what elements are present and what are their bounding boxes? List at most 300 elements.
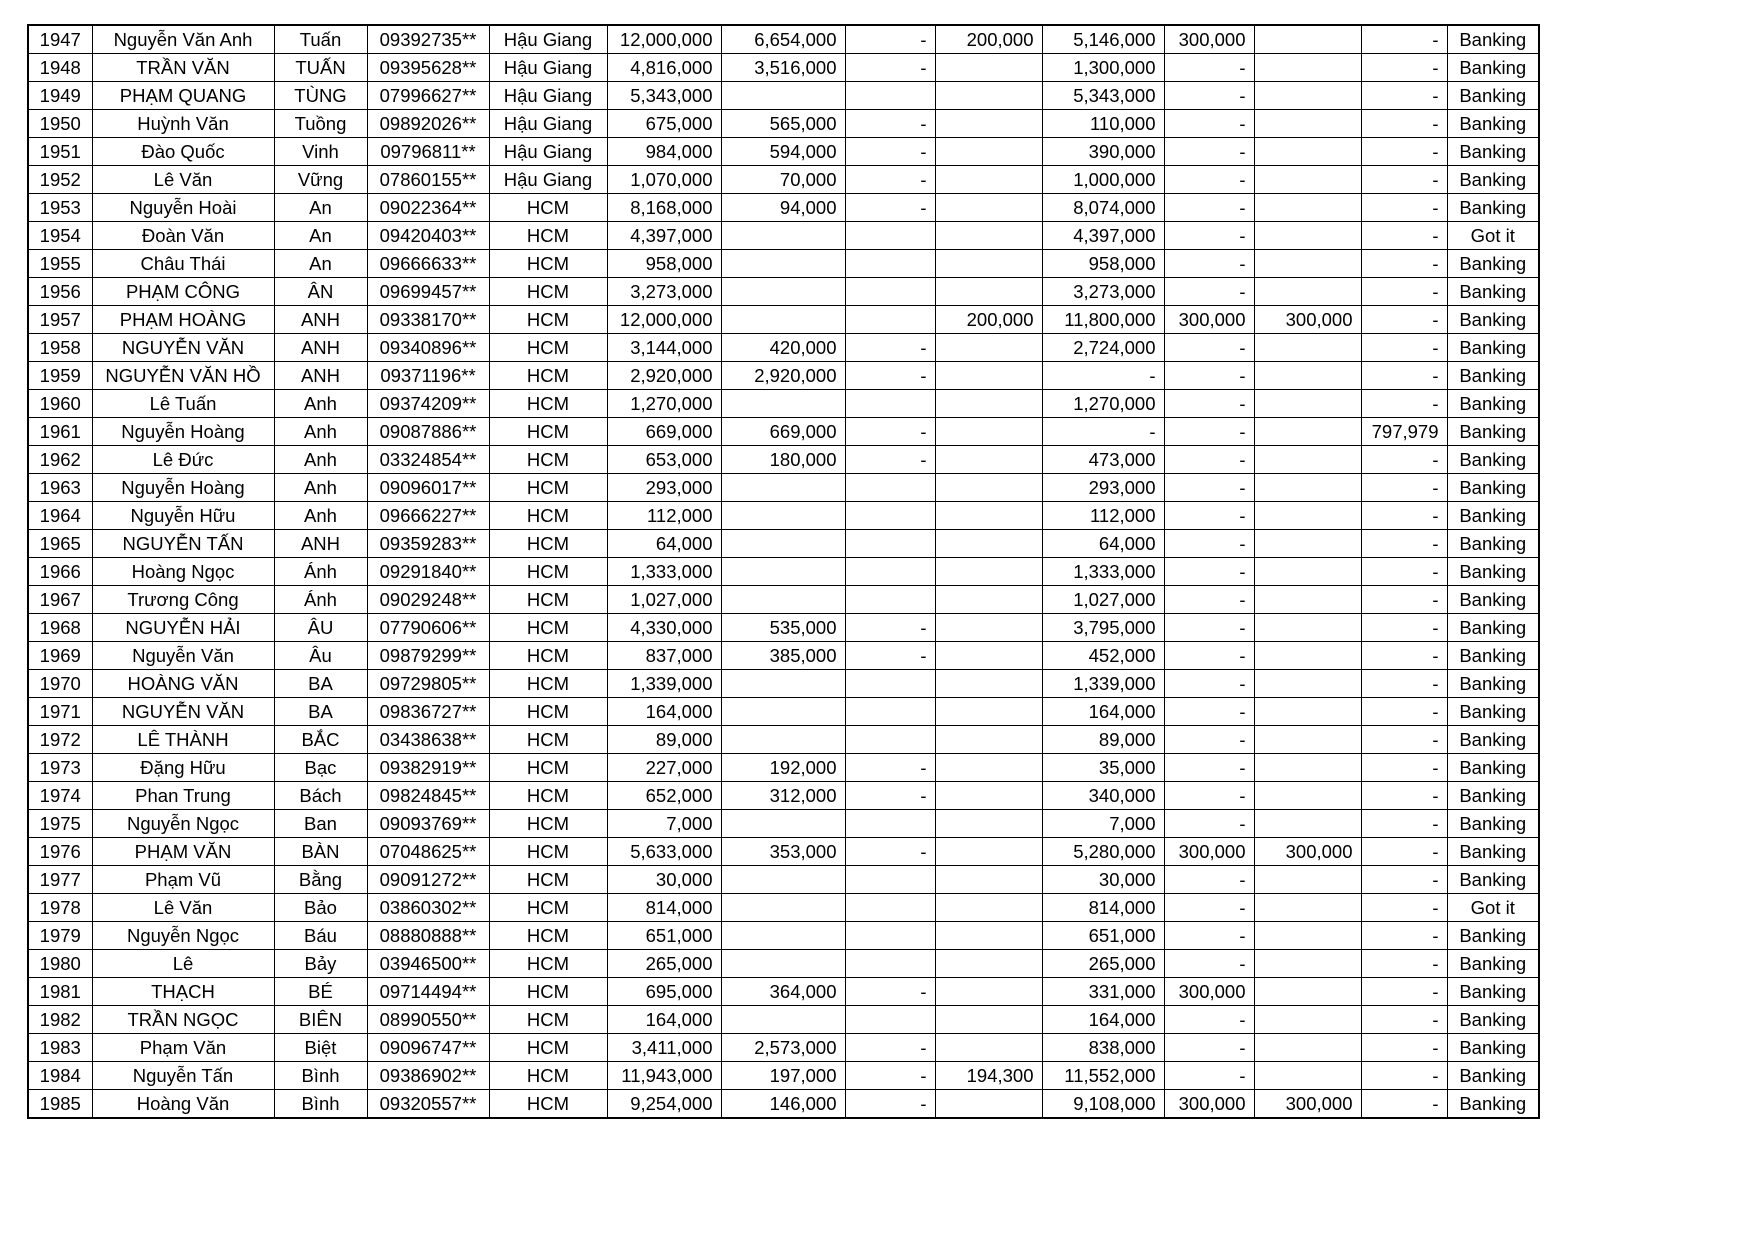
second-bonus-cell (1254, 446, 1361, 474)
given-name-cell: Bằng (274, 866, 367, 894)
bonus-cell: 300,000 (1164, 838, 1254, 866)
extra-amount-cell: - (1361, 726, 1447, 754)
row-number: 1972 (28, 726, 92, 754)
remaining-amount-cell: 452,000 (1042, 642, 1164, 670)
province-cell: HCM (489, 810, 607, 838)
total-amount-cell: 7,000 (607, 810, 721, 838)
extra-amount-cell: - (1361, 1090, 1447, 1119)
total-amount-cell: 89,000 (607, 726, 721, 754)
payment-method-cell: Banking (1447, 1034, 1539, 1062)
deduction-cell (845, 894, 935, 922)
paid-amount-cell: 2,920,000 (721, 362, 845, 390)
bonus-cell: - (1164, 950, 1254, 978)
remaining-amount-cell: 30,000 (1042, 866, 1164, 894)
surname-cell: NGUYỄN VĂN (92, 334, 274, 362)
given-name-cell: Bách (274, 782, 367, 810)
surname-cell: TRẦN VĂN (92, 54, 274, 82)
payment-method-cell: Banking (1447, 1062, 1539, 1090)
paid-amount-cell (721, 278, 845, 306)
province-cell: HCM (489, 1006, 607, 1034)
second-bonus-cell (1254, 642, 1361, 670)
province-cell: HCM (489, 698, 607, 726)
row-number: 1955 (28, 250, 92, 278)
fee-cell (935, 110, 1042, 138)
given-name-cell: ANH (274, 362, 367, 390)
row-number: 1968 (28, 614, 92, 642)
deduction-cell (845, 502, 935, 530)
surname-cell: Nguyễn Ngọc (92, 922, 274, 950)
row-number: 1949 (28, 82, 92, 110)
payment-method-cell: Banking (1447, 362, 1539, 390)
surname-cell: THẠCH (92, 978, 274, 1006)
remaining-amount-cell: 35,000 (1042, 754, 1164, 782)
extra-amount-cell: - (1361, 25, 1447, 54)
row-number: 1952 (28, 166, 92, 194)
total-amount-cell: 695,000 (607, 978, 721, 1006)
given-name-cell: ANH (274, 334, 367, 362)
table-row (28, 166, 1539, 194)
row-number: 1964 (28, 502, 92, 530)
paid-amount-cell (721, 530, 845, 558)
surname-cell: Nguyễn Tấn (92, 1062, 274, 1090)
bonus-cell: - (1164, 1006, 1254, 1034)
total-amount-cell: 814,000 (607, 894, 721, 922)
paid-amount-cell (721, 306, 845, 334)
fee-cell (935, 530, 1042, 558)
extra-amount-cell: 797,979 (1361, 418, 1447, 446)
row-number: 1953 (28, 194, 92, 222)
extra-amount-cell: - (1361, 222, 1447, 250)
deduction-cell (845, 530, 935, 558)
payment-method-cell: Banking (1447, 838, 1539, 866)
province-cell: HCM (489, 418, 607, 446)
bonus-cell: - (1164, 726, 1254, 754)
second-bonus-cell (1254, 334, 1361, 362)
second-bonus-cell (1254, 390, 1361, 418)
given-name-cell: Vinh (274, 138, 367, 166)
paid-amount-cell: 535,000 (721, 614, 845, 642)
fee-cell (935, 810, 1042, 838)
payment-method-cell: Banking (1447, 586, 1539, 614)
total-amount-cell: 1,027,000 (607, 586, 721, 614)
table-row (28, 25, 1539, 54)
table-row (28, 306, 1539, 334)
deduction-cell (845, 810, 935, 838)
bonus-cell: 300,000 (1164, 306, 1254, 334)
phone-cell: 09386902** (367, 1062, 489, 1090)
fee-cell (935, 362, 1042, 390)
second-bonus-cell (1254, 1062, 1361, 1090)
remaining-amount-cell: 4,397,000 (1042, 222, 1164, 250)
fee-cell (935, 866, 1042, 894)
second-bonus-cell (1254, 278, 1361, 306)
paid-amount-cell (721, 950, 845, 978)
surname-cell: Huỳnh Văn (92, 110, 274, 138)
given-name-cell: Anh (274, 418, 367, 446)
payment-method-cell: Banking (1447, 474, 1539, 502)
province-cell: HCM (489, 866, 607, 894)
extra-amount-cell: - (1361, 166, 1447, 194)
surname-cell: Nguyễn Văn (92, 642, 274, 670)
remaining-amount-cell: 340,000 (1042, 782, 1164, 810)
extra-amount-cell: - (1361, 54, 1447, 82)
deduction-cell (845, 250, 935, 278)
deduction-cell: - (845, 194, 935, 222)
payment-method-cell: Banking (1447, 110, 1539, 138)
province-cell: HCM (489, 334, 607, 362)
table-row (28, 866, 1539, 894)
province-cell: HCM (489, 194, 607, 222)
paid-amount-cell: 94,000 (721, 194, 845, 222)
total-amount-cell: 958,000 (607, 250, 721, 278)
deduction-cell: - (845, 1034, 935, 1062)
given-name-cell: BẮC (274, 726, 367, 754)
total-amount-cell: 653,000 (607, 446, 721, 474)
phone-cell: 07790606** (367, 614, 489, 642)
total-amount-cell: 1,333,000 (607, 558, 721, 586)
surname-cell: Lê Đức (92, 446, 274, 474)
phone-cell: 07048625** (367, 838, 489, 866)
bonus-cell: - (1164, 754, 1254, 782)
row-number: 1960 (28, 390, 92, 418)
paid-amount-cell: 197,000 (721, 1062, 845, 1090)
fee-cell (935, 1006, 1042, 1034)
phone-cell: 08880888** (367, 922, 489, 950)
fee-cell (935, 894, 1042, 922)
given-name-cell: ANH (274, 306, 367, 334)
given-name-cell: ÂU (274, 614, 367, 642)
province-cell: HCM (489, 278, 607, 306)
fee-cell (935, 222, 1042, 250)
second-bonus-cell (1254, 698, 1361, 726)
surname-cell: Đoàn Văn (92, 222, 274, 250)
total-amount-cell: 9,254,000 (607, 1090, 721, 1119)
table-row (28, 250, 1539, 278)
table-row (28, 54, 1539, 82)
given-name-cell: BA (274, 670, 367, 698)
deduction-cell: - (845, 138, 935, 166)
table-row (28, 754, 1539, 782)
fee-cell (935, 194, 1042, 222)
deduction-cell (845, 866, 935, 894)
deduction-cell (845, 306, 935, 334)
total-amount-cell: 227,000 (607, 754, 721, 782)
extra-amount-cell: - (1361, 670, 1447, 698)
table-row (28, 194, 1539, 222)
paid-amount-cell: 385,000 (721, 642, 845, 670)
table-row (28, 446, 1539, 474)
second-bonus-cell (1254, 418, 1361, 446)
phone-cell: 03438638** (367, 726, 489, 754)
row-number: 1971 (28, 698, 92, 726)
row-number: 1958 (28, 334, 92, 362)
province-cell: HCM (489, 642, 607, 670)
surname-cell: Đặng Hữu (92, 754, 274, 782)
province-cell: HCM (489, 614, 607, 642)
remaining-amount-cell: 7,000 (1042, 810, 1164, 838)
payment-method-cell: Banking (1447, 1090, 1539, 1119)
total-amount-cell: 1,270,000 (607, 390, 721, 418)
deduction-cell: - (845, 110, 935, 138)
bonus-cell: - (1164, 362, 1254, 390)
paid-amount-cell (721, 250, 845, 278)
fee-cell (935, 558, 1042, 586)
paid-amount-cell: 6,654,000 (721, 25, 845, 54)
deduction-cell: - (845, 838, 935, 866)
remaining-amount-cell: 1,339,000 (1042, 670, 1164, 698)
surname-cell: Nguyễn Hoài (92, 194, 274, 222)
deduction-cell: - (845, 614, 935, 642)
surname-cell: Hoàng Ngọc (92, 558, 274, 586)
paid-amount-cell (721, 1006, 845, 1034)
bonus-cell: - (1164, 614, 1254, 642)
deduction-cell: - (845, 1090, 935, 1119)
province-cell: HCM (489, 250, 607, 278)
surname-cell: PHẠM HOÀNG (92, 306, 274, 334)
row-number: 1967 (28, 586, 92, 614)
deduction-cell: - (845, 978, 935, 1006)
table-row (28, 978, 1539, 1006)
table-row (28, 782, 1539, 810)
bonus-cell: - (1164, 166, 1254, 194)
province-cell: Hậu Giang (489, 138, 607, 166)
extra-amount-cell: - (1361, 306, 1447, 334)
remaining-amount-cell: 8,074,000 (1042, 194, 1164, 222)
row-number: 1985 (28, 1090, 92, 1119)
surname-cell: NGUYỄN VĂN HỒ (92, 362, 274, 390)
table-row (28, 390, 1539, 418)
extra-amount-cell: - (1361, 334, 1447, 362)
paid-amount-cell (721, 726, 845, 754)
remaining-amount-cell: 164,000 (1042, 1006, 1164, 1034)
payment-method-cell: Banking (1447, 390, 1539, 418)
total-amount-cell: 984,000 (607, 138, 721, 166)
extra-amount-cell: - (1361, 446, 1447, 474)
fee-cell (935, 754, 1042, 782)
province-cell: HCM (489, 1062, 607, 1090)
deduction-cell (845, 1006, 935, 1034)
total-amount-cell: 12,000,000 (607, 306, 721, 334)
remaining-amount-cell: 838,000 (1042, 1034, 1164, 1062)
given-name-cell: BA (274, 698, 367, 726)
phone-cell: 09879299** (367, 642, 489, 670)
payment-method-cell: Got it (1447, 222, 1539, 250)
extra-amount-cell: - (1361, 810, 1447, 838)
remaining-amount-cell: 110,000 (1042, 110, 1164, 138)
province-cell: HCM (489, 586, 607, 614)
remaining-amount-cell: 390,000 (1042, 138, 1164, 166)
table-row (28, 474, 1539, 502)
total-amount-cell: 30,000 (607, 866, 721, 894)
table-row (28, 726, 1539, 754)
extra-amount-cell: - (1361, 278, 1447, 306)
second-bonus-cell (1254, 1006, 1361, 1034)
paid-amount-cell: 180,000 (721, 446, 845, 474)
paid-amount-cell (721, 894, 845, 922)
table-row (28, 586, 1539, 614)
second-bonus-cell (1254, 754, 1361, 782)
row-number: 1976 (28, 838, 92, 866)
deduction-cell: - (845, 418, 935, 446)
total-amount-cell: 12,000,000 (607, 25, 721, 54)
extra-amount-cell: - (1361, 390, 1447, 418)
table-row (28, 334, 1539, 362)
extra-amount-cell: - (1361, 250, 1447, 278)
bonus-cell: - (1164, 530, 1254, 558)
deduction-cell (845, 82, 935, 110)
fee-cell (935, 838, 1042, 866)
table-row (28, 698, 1539, 726)
total-amount-cell: 3,273,000 (607, 278, 721, 306)
table-row (28, 1090, 1539, 1119)
payment-method-cell: Banking (1447, 642, 1539, 670)
remaining-amount-cell: 473,000 (1042, 446, 1164, 474)
row-number: 1947 (28, 25, 92, 54)
surname-cell: PHẠM VĂN (92, 838, 274, 866)
paid-amount-cell: 70,000 (721, 166, 845, 194)
surname-cell: Nguyễn Hữu (92, 502, 274, 530)
surname-cell: Phạm Vũ (92, 866, 274, 894)
given-name-cell: An (274, 194, 367, 222)
remaining-amount-cell: 814,000 (1042, 894, 1164, 922)
phone-cell: 09824845** (367, 782, 489, 810)
paid-amount-cell: 364,000 (721, 978, 845, 1006)
bonus-cell: - (1164, 194, 1254, 222)
phone-cell: 09666227** (367, 502, 489, 530)
payment-method-cell: Banking (1447, 754, 1539, 782)
paid-amount-cell: 420,000 (721, 334, 845, 362)
row-number: 1977 (28, 866, 92, 894)
payment-method-cell: Banking (1447, 1006, 1539, 1034)
phone-cell: 09093769** (367, 810, 489, 838)
fee-cell (935, 1034, 1042, 1062)
table-row (28, 502, 1539, 530)
fee-cell (935, 474, 1042, 502)
bonus-cell: 300,000 (1164, 978, 1254, 1006)
remaining-amount-cell: 5,343,000 (1042, 82, 1164, 110)
remaining-amount-cell: - (1042, 418, 1164, 446)
fee-cell: 194,300 (935, 1062, 1042, 1090)
bonus-cell: - (1164, 446, 1254, 474)
province-cell: HCM (489, 306, 607, 334)
surname-cell: Trương Công (92, 586, 274, 614)
table-row (28, 138, 1539, 166)
fee-cell (935, 82, 1042, 110)
province-cell: HCM (489, 950, 607, 978)
row-number: 1980 (28, 950, 92, 978)
surname-cell: Nguyễn Hoàng (92, 418, 274, 446)
second-bonus-cell (1254, 978, 1361, 1006)
remaining-amount-cell: 958,000 (1042, 250, 1164, 278)
given-name-cell: Anh (274, 446, 367, 474)
deduction-cell: - (845, 642, 935, 670)
extra-amount-cell: - (1361, 362, 1447, 390)
phone-cell: 09096747** (367, 1034, 489, 1062)
given-name-cell: Bảo (274, 894, 367, 922)
fee-cell (935, 614, 1042, 642)
bonus-cell: - (1164, 810, 1254, 838)
total-amount-cell: 293,000 (607, 474, 721, 502)
given-name-cell: BIÊN (274, 1006, 367, 1034)
province-cell: HCM (489, 922, 607, 950)
deduction-cell (845, 474, 935, 502)
fee-cell (935, 950, 1042, 978)
phone-cell: 09392735** (367, 25, 489, 54)
extra-amount-cell: - (1361, 838, 1447, 866)
given-name-cell: Tuồng (274, 110, 367, 138)
row-number: 1950 (28, 110, 92, 138)
payment-method-cell: Banking (1447, 698, 1539, 726)
remaining-amount-cell: 5,146,000 (1042, 25, 1164, 54)
second-bonus-cell (1254, 866, 1361, 894)
bonus-cell: 300,000 (1164, 1090, 1254, 1119)
fee-cell (935, 278, 1042, 306)
payment-method-cell: Banking (1447, 82, 1539, 110)
remaining-amount-cell: 164,000 (1042, 698, 1164, 726)
second-bonus-cell (1254, 194, 1361, 222)
extra-amount-cell: - (1361, 1006, 1447, 1034)
table-row (28, 558, 1539, 586)
fee-cell (935, 922, 1042, 950)
surname-cell: Lê Văn (92, 894, 274, 922)
fee-cell (935, 334, 1042, 362)
total-amount-cell: 64,000 (607, 530, 721, 558)
province-cell: HCM (489, 222, 607, 250)
total-amount-cell: 4,330,000 (607, 614, 721, 642)
given-name-cell: BÀN (274, 838, 367, 866)
payment-method-cell: Banking (1447, 614, 1539, 642)
payment-method-cell: Banking (1447, 25, 1539, 54)
surname-cell: Nguyễn Hoàng (92, 474, 274, 502)
payment-method-cell: Banking (1447, 446, 1539, 474)
bonus-cell: - (1164, 670, 1254, 698)
remaining-amount-cell: 331,000 (1042, 978, 1164, 1006)
given-name-cell: Bạc (274, 754, 367, 782)
bonus-cell: - (1164, 642, 1254, 670)
phone-cell: 03324854** (367, 446, 489, 474)
bonus-cell: - (1164, 586, 1254, 614)
province-cell: Hậu Giang (489, 166, 607, 194)
fee-cell (935, 250, 1042, 278)
remaining-amount-cell: - (1042, 362, 1164, 390)
payment-method-cell: Banking (1447, 866, 1539, 894)
payment-method-cell: Banking (1447, 166, 1539, 194)
remaining-amount-cell: 9,108,000 (1042, 1090, 1164, 1119)
province-cell: HCM (489, 978, 607, 1006)
phone-cell: 09320557** (367, 1090, 489, 1119)
second-bonus-cell (1254, 530, 1361, 558)
remaining-amount-cell: 64,000 (1042, 530, 1164, 558)
payment-method-cell: Banking (1447, 306, 1539, 334)
table-row (28, 362, 1539, 390)
given-name-cell: ÂN (274, 278, 367, 306)
total-amount-cell: 669,000 (607, 418, 721, 446)
payment-method-cell: Banking (1447, 138, 1539, 166)
bonus-cell: - (1164, 474, 1254, 502)
paid-amount-cell: 2,573,000 (721, 1034, 845, 1062)
surname-cell: Lê Văn (92, 166, 274, 194)
given-name-cell: Bình (274, 1090, 367, 1119)
phone-cell: 09022364** (367, 194, 489, 222)
second-bonus-cell (1254, 110, 1361, 138)
row-number: 1959 (28, 362, 92, 390)
second-bonus-cell (1254, 1034, 1361, 1062)
given-name-cell: Âu (274, 642, 367, 670)
given-name-cell: Tuấn (274, 25, 367, 54)
second-bonus-cell (1254, 166, 1361, 194)
paid-amount-cell: 353,000 (721, 838, 845, 866)
surname-cell: Hoàng Văn (92, 1090, 274, 1119)
